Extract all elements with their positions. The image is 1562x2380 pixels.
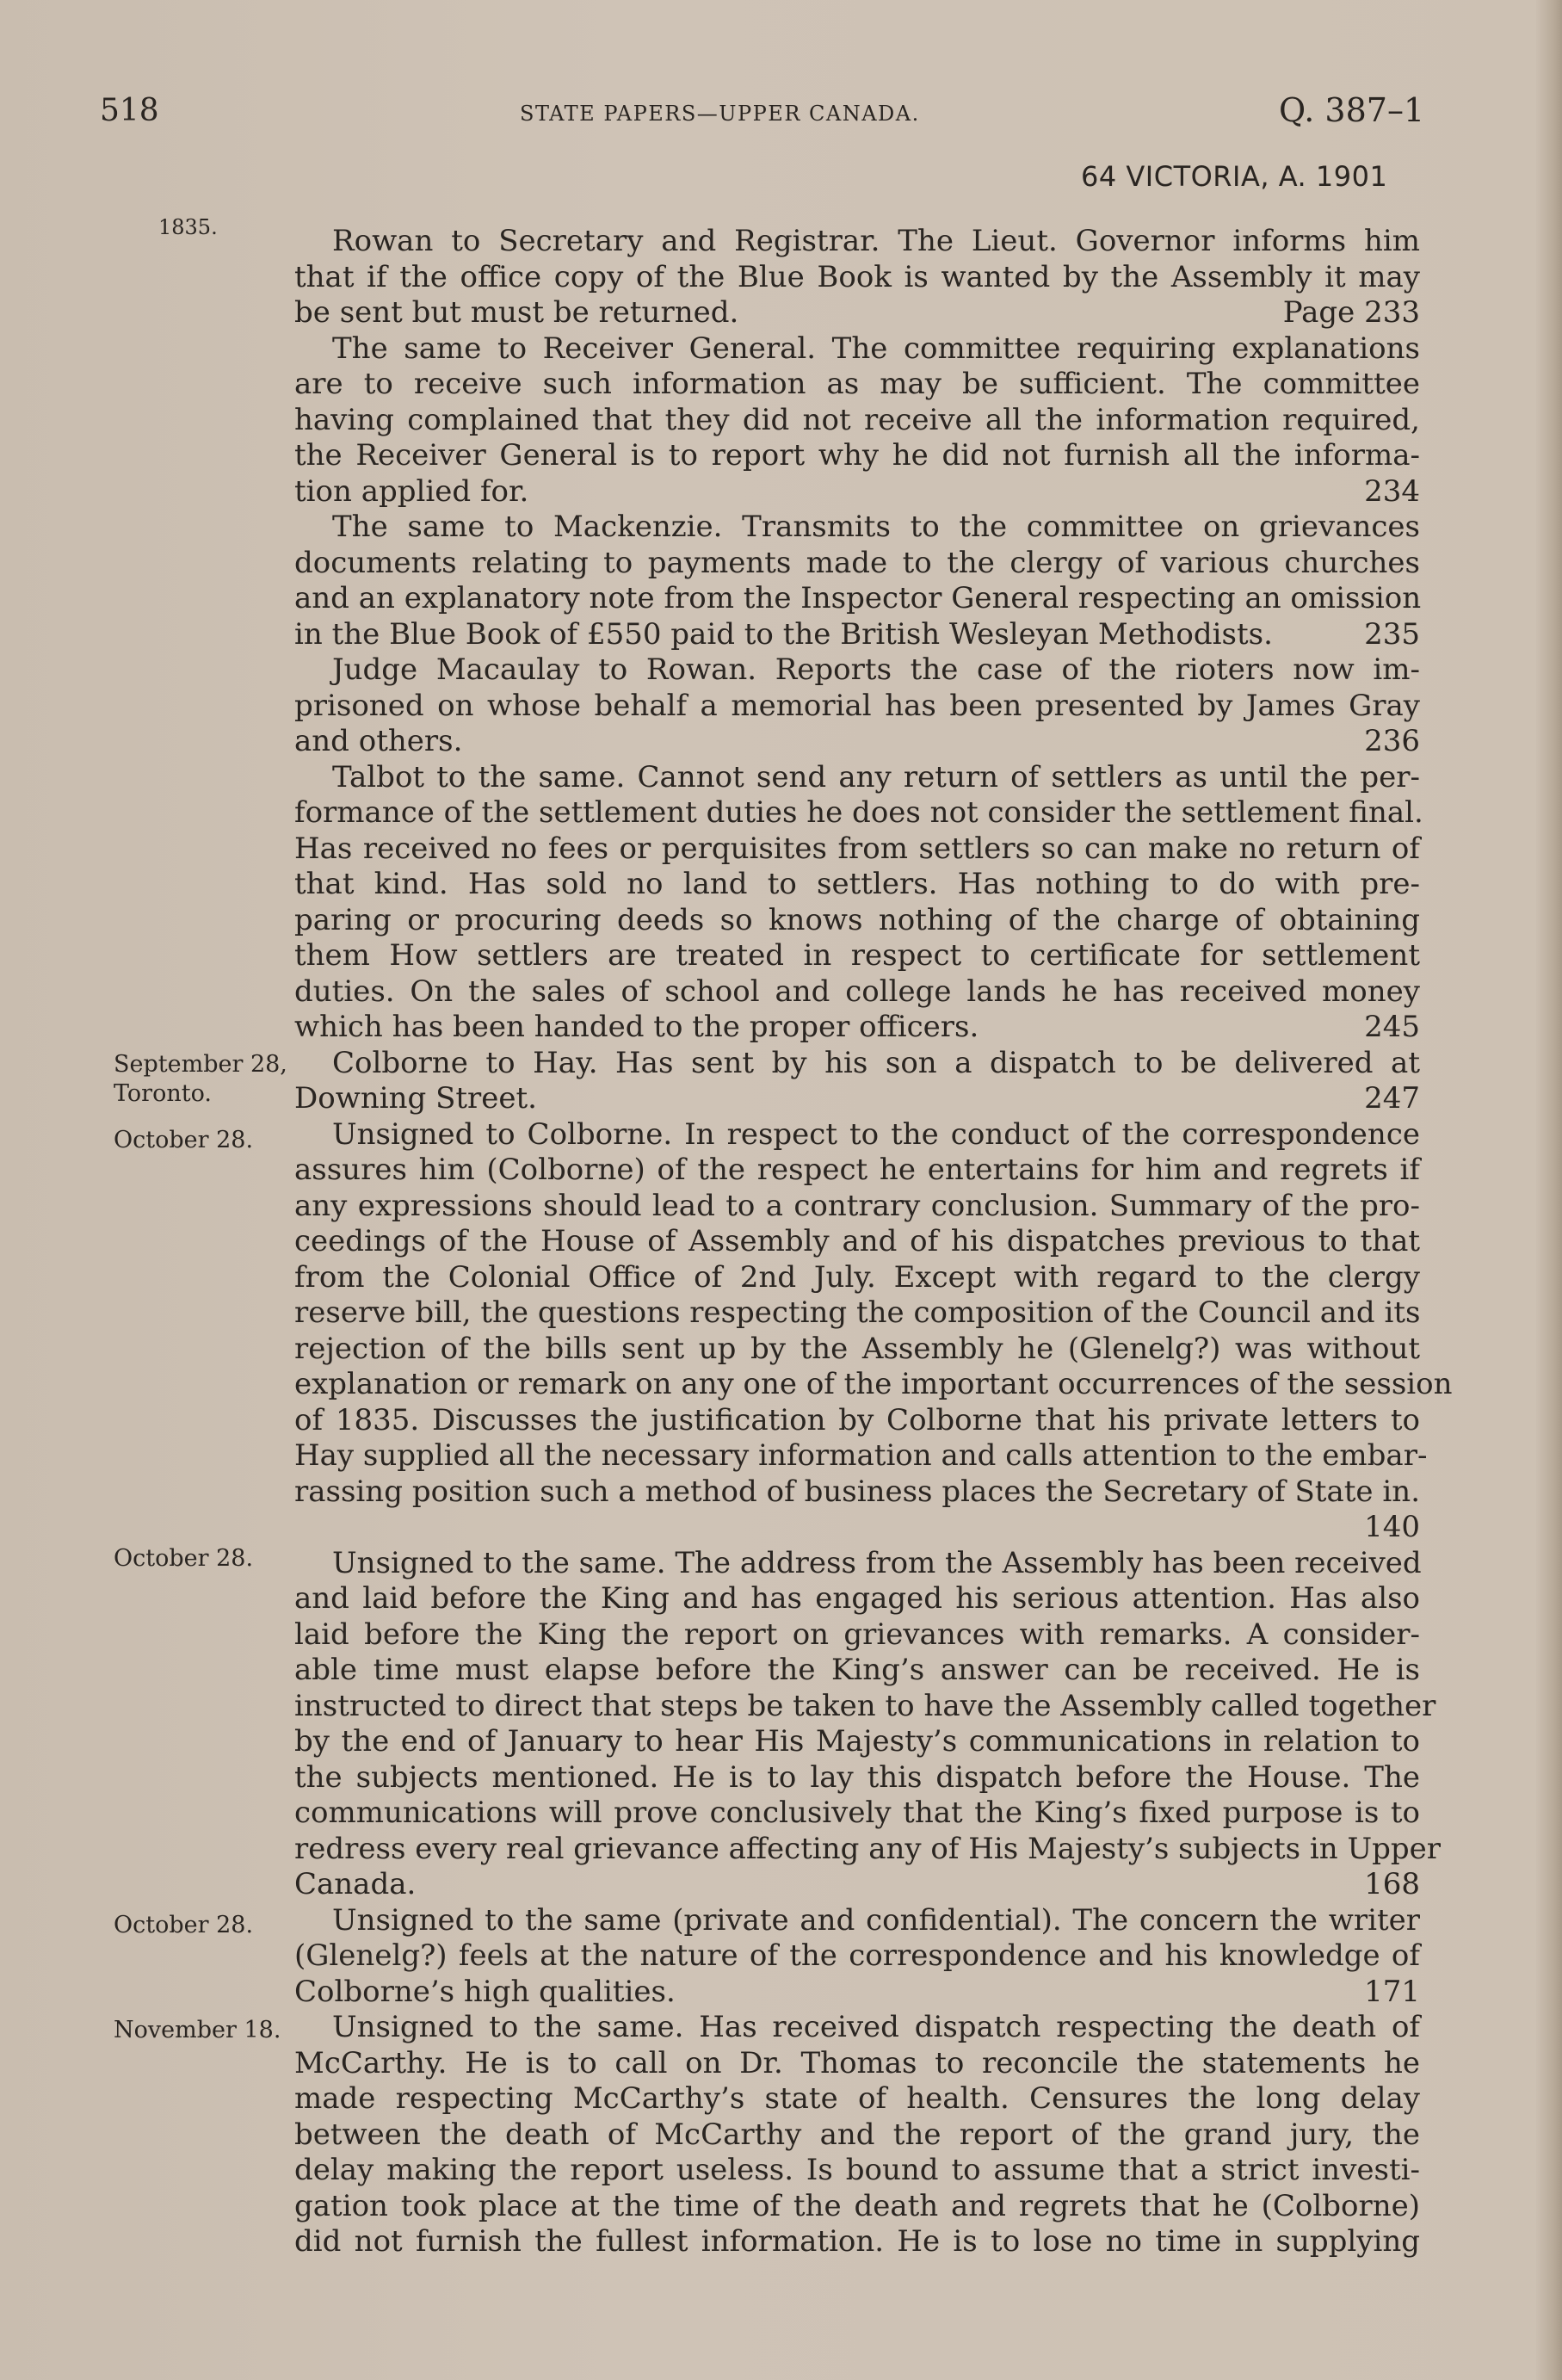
page-ref: 168 bbox=[1364, 1867, 1420, 1901]
text-line bbox=[294, 295, 1420, 331]
text-line: (Glenelg?) feels at the nature of the correspondence and his knowledge of bbox=[294, 1938, 1420, 1973]
text-line: ceedings of the House of Assembly and of his dispatches previous to that bbox=[294, 1224, 1420, 1258]
text-line: explanation or remark on any one of the important occurrences of the session bbox=[294, 1367, 1453, 1401]
margin-date: November 18. bbox=[114, 2017, 281, 2043]
text-line: made respecting McCarthy’s state of health. Censures the long delay bbox=[294, 2081, 1420, 2116]
margin-place: Toronto. bbox=[114, 1080, 212, 1107]
text-line: between the death of McCarthy and the report of the grand jury, the bbox=[294, 2117, 1420, 2152]
text-line: duties. On the sales of school and college lands he has received money bbox=[294, 974, 1420, 1009]
text-line: McCarthy. He is to call on Dr. Thomas to reconcile the statements he bbox=[294, 2045, 1420, 2080]
archive-reference: Q. 387–1 bbox=[1279, 91, 1425, 129]
text-line: Unsigned to the same. The address from the Assembly has been received bbox=[332, 1545, 1422, 1580]
page-ref: 234 bbox=[1364, 473, 1420, 509]
text-line: formance of the settlement duties he does not consider the settlement final. bbox=[294, 795, 1423, 830]
text-line: the subjects mentioned. He is to lay this dispatch before the House. The bbox=[294, 1759, 1420, 1795]
text-line: and an explanatory note from the Inspector General respecting an omission bbox=[294, 581, 1422, 615]
text-line: gation took place at the time of the death and regrets that he (Colborne) bbox=[294, 2188, 1420, 2223]
page-number: 518 bbox=[100, 93, 159, 128]
entry-text: and others. bbox=[294, 724, 463, 758]
page-ref: 245 bbox=[1364, 1010, 1420, 1044]
text-line: by the end of January to hear His Majesty’s communications in relation to bbox=[294, 1724, 1420, 1759]
text-line: delay making the report useless. Is bound to assume that a strict investi- bbox=[294, 2153, 1420, 2187]
text-line: laid before the King the report on grievances with remarks. A consider- bbox=[294, 1617, 1420, 1652]
body-text bbox=[294, 224, 1453, 2260]
text-line: Judge Macaulay to Rowan. Reports the case of the rioters now im- bbox=[332, 652, 1420, 687]
page-ref: 171 bbox=[1364, 1974, 1420, 2009]
text-line: prisoned on whose behalf a memorial has been presented by James Gray bbox=[294, 688, 1420, 723]
page-ref: 235 bbox=[1364, 616, 1420, 652]
text-line: Rowan to Secretary and Registrar. The Lieut. Governor informs him bbox=[332, 224, 1420, 258]
margin-date: September 28, bbox=[114, 1051, 287, 1078]
margin-date: October 28. bbox=[114, 1127, 254, 1153]
text-line: Unsigned to the same (private and confidential). The concern the writer bbox=[332, 1902, 1420, 1938]
text-line bbox=[294, 724, 1420, 760]
text-line: that kind. Has sold no land to settlers. Has nothing to do with pre- bbox=[294, 867, 1420, 901]
text-line: assures him (Colborne) of the respect he entertains for him and regrets if bbox=[294, 1153, 1420, 1187]
text-line: Unsigned to Colborne. In respect to the conduct of the correspondence bbox=[332, 1116, 1420, 1152]
text-line: Has received no fees or perquisites from settlers so can make no return of bbox=[294, 831, 1420, 866]
entry-text: be sent but must be returned. bbox=[294, 295, 739, 330]
text-line: of 1835. Discusses the justification by Colborne that his private letters to bbox=[294, 1402, 1420, 1437]
text-line: that if the office copy of the Blue Book is wanted by the Assembly it may bbox=[294, 259, 1420, 294]
margin-date: October 28. bbox=[114, 1912, 254, 1938]
margin-year: 1835. bbox=[158, 215, 218, 239]
page-ref: 247 bbox=[1364, 1081, 1420, 1116]
text-line bbox=[294, 1867, 1420, 1903]
page-edge bbox=[1536, 0, 1562, 2380]
page-ref: Page 233 bbox=[1282, 295, 1420, 330]
text-line: able time must elapse before the King’s answer can be received. He is bbox=[294, 1653, 1420, 1687]
text-line bbox=[294, 617, 1420, 653]
text-line: documents relating to payments made to the clergy of various churches bbox=[294, 545, 1420, 580]
page-ref: 236 bbox=[1364, 724, 1420, 758]
text-line: the Receiver General is to report why he did not furnish all the informa- bbox=[294, 438, 1420, 473]
entry-text: Canada. bbox=[294, 1867, 417, 1901]
text-line: did not furnish the fullest information. He is to lose no time in supplying bbox=[294, 2224, 1420, 2259]
text-line bbox=[294, 474, 1420, 510]
text-line: them How settlers are treated in respect to certificate for settlement bbox=[294, 938, 1420, 973]
entry-text: which has been handed to the proper officers. bbox=[294, 1010, 979, 1044]
text-line: any expressions should lead to a contrary conclusion. Summary of the pro- bbox=[294, 1188, 1420, 1223]
text-line: from the Colonial Office of 2nd July. Except with regard to the clergy bbox=[294, 1259, 1420, 1295]
text-line: paring or procuring deeds so knows nothing of the charge of obtaining bbox=[294, 902, 1420, 937]
text-line: are to receive such information as may be sufficient. The committee bbox=[294, 367, 1420, 401]
text-line bbox=[294, 1010, 1420, 1046]
text-line: and laid before the King and has engaged his serious attention. Has also bbox=[294, 1581, 1420, 1616]
text-line: Hay supplied all the necessary information and calls attention to the embar- bbox=[294, 1438, 1428, 1473]
text-line: Unsigned to the same. Has received dispatch respecting the death of bbox=[332, 2010, 1420, 2044]
margin-date: October 28. bbox=[114, 1545, 254, 1572]
text-line: reserve bill, the questions respecting the composition of the Council and its bbox=[294, 1295, 1421, 1330]
entry-text: Colborne’s high qualities. bbox=[294, 1974, 676, 2009]
text-line: Colborne to Hay. Has sent by his son a dispatch to be delivered at bbox=[332, 1045, 1420, 1080]
text-line bbox=[294, 1975, 1420, 2011]
text-line: redress every real grievance affecting any of His Majesty’s subjects in Upper bbox=[294, 1831, 1442, 1866]
text-line: rassing position such a method of business places the Secretary of State in. bbox=[294, 1474, 1420, 1509]
session-label: 64 VICTORIA, A. 1901 bbox=[1081, 160, 1388, 193]
running-title: STATE PAPERS—UPPER CANADA. bbox=[520, 102, 920, 126]
entry-text: in the Blue Book of £550 paid to the British Wesleyan Methodists. bbox=[294, 616, 1273, 652]
entry-text: Downing Street. bbox=[294, 1081, 537, 1116]
text-line: The same to Mackenzie. Transmits to the committee on grievances bbox=[332, 510, 1420, 544]
entry-text: tion applied for. bbox=[294, 473, 529, 509]
text-line: having complained that they did not receive all the information required, bbox=[294, 402, 1420, 437]
text-line: instructed to direct that steps be taken to have the Assembly called together bbox=[294, 1688, 1436, 1723]
text-line: Talbot to the same. Cannot send any return of settlers as until the per- bbox=[332, 759, 1420, 794]
text-line: The same to Receiver General. The committee requiring explanations bbox=[332, 331, 1420, 366]
text-line: rejection of the bills sent up by the Assembly he (Glenelg?) was without bbox=[294, 1331, 1420, 1366]
page-ref: 140 bbox=[1364, 1510, 1420, 1544]
text-line: communications will prove conclusively that the King’s fixed purpose is to bbox=[294, 1796, 1420, 1830]
text-line bbox=[294, 1081, 1420, 1117]
